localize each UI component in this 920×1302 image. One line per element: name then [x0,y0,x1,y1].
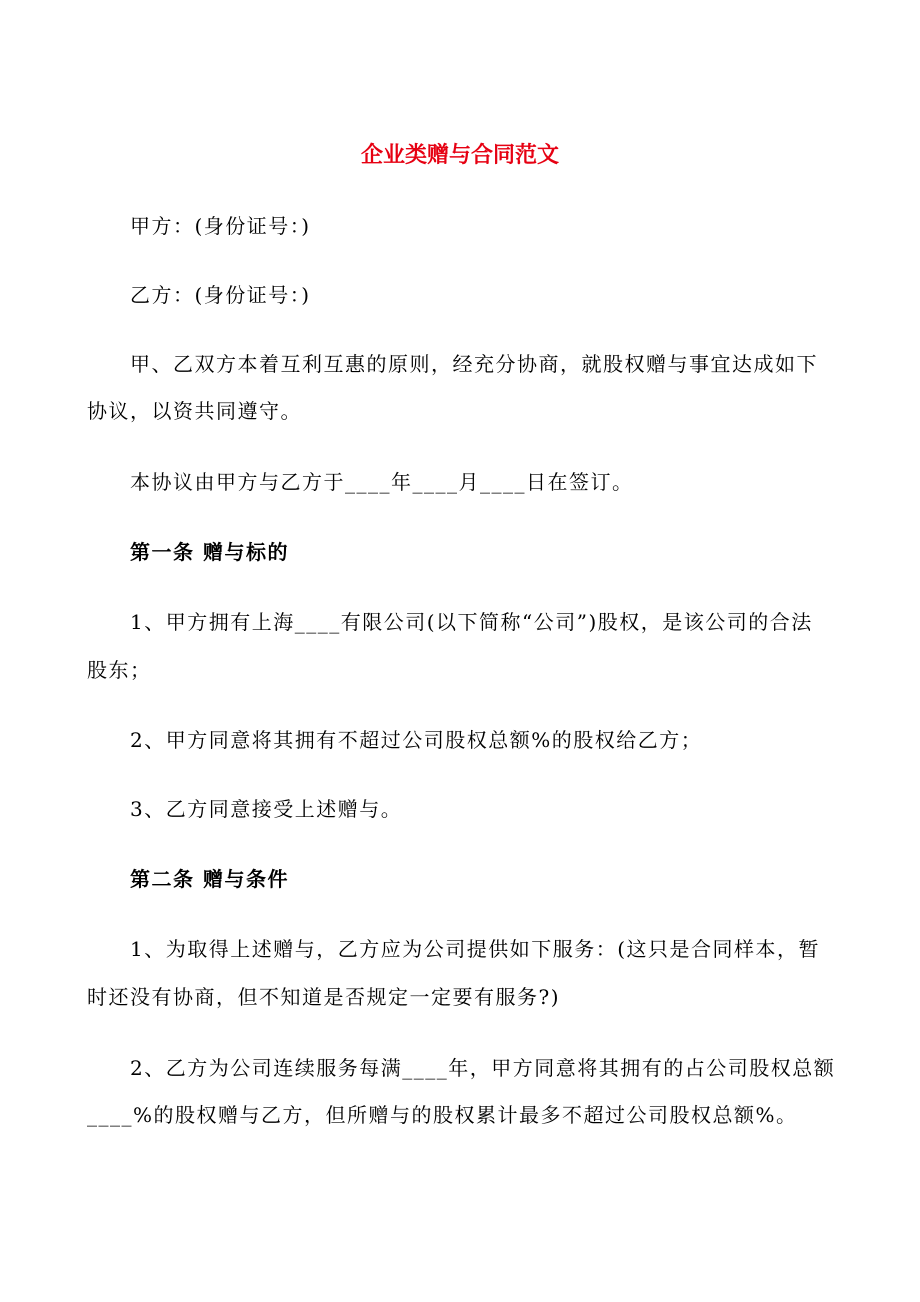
article1-item1-line-2: 股东； [87,658,152,682]
intro-line-2: 协议，以资共同遵守。 [87,399,302,423]
article2-item1-line-1: 1、为取得上述赠与，乙方应为公司提供如下服务：(这只是合同样本，暂 [130,937,821,961]
article1-heading: 第一条 赠与标的 [130,540,289,564]
article2-heading: 第二条 赠与条件 [130,867,289,891]
signing-line: 本协议由甲方与乙方于____年____月____日在签订。 [130,470,634,494]
page-title: 企业类赠与合同范文 [360,142,559,168]
party-b-line: 乙方：(身份证号：) [130,283,311,307]
article2-item2-line-2: ____%的股权赠与乙方，但所赠与的股权累计最多不超过公司股权总额%。 [87,1103,798,1127]
article1-item2: 2、甲方同意将其拥有不超过公司股权总额%的股权给乙方； [130,728,703,752]
intro-line-1: 甲、乙双方本着互利互惠的原则，经充分协商，就股权赠与事宜达成如下 [130,352,818,376]
article1-item1-line-1: 1、甲方拥有上海____有限公司(以下简称“公司”)股权，是该公司的合法 [130,610,813,634]
article1-item3: 3、乙方同意接受上述赠与。 [130,797,403,821]
article2-item2-line-1: 2、乙方为公司连续服务每满____年，甲方同意将其拥有的占公司股权总额 [130,1056,836,1080]
party-a-line: 甲方：(身份证号：) [130,214,311,238]
article2-item1-line-2: 时还没有协商，但不知道是否规定一定要有服务?) [87,985,561,1009]
